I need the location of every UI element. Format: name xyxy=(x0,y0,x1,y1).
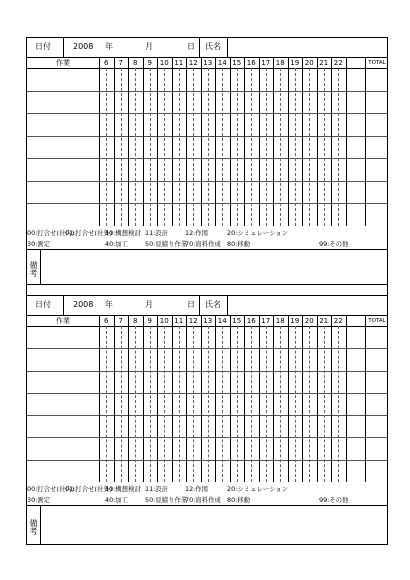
hour-header: 22 xyxy=(333,59,343,67)
header-row xyxy=(27,38,387,58)
legend-item: 80:移動 xyxy=(227,240,251,248)
hour-header: 13 xyxy=(203,317,213,325)
legend-item: 30:測定 xyxy=(27,496,51,504)
hour-header: 13 xyxy=(203,59,213,67)
month-unit: 月 xyxy=(145,42,153,51)
legend-item: 50:見積り作業 xyxy=(145,240,188,248)
hour-header: 12 xyxy=(188,317,198,325)
legend-item: 30:測定 xyxy=(27,240,51,248)
hour-header: 17 xyxy=(261,317,271,325)
day-unit: 日 xyxy=(187,42,195,51)
hour-header: 6 xyxy=(104,59,109,67)
legend-item: 00:打合せ(社内) xyxy=(27,229,75,237)
total-header: TOTAL xyxy=(368,60,386,66)
legend xyxy=(27,227,387,251)
name-label: 氏名 xyxy=(205,300,221,309)
hour-header: 16 xyxy=(246,317,256,325)
legend-item: 10:構想検討 xyxy=(105,229,141,237)
timesheet-lower xyxy=(26,295,388,545)
legend xyxy=(27,483,387,507)
hour-header: 6 xyxy=(104,317,109,325)
name-label: 氏名 xyxy=(205,42,221,51)
total-header: TOTAL xyxy=(368,318,386,324)
legend-item: 20:シミュレーション xyxy=(227,485,289,493)
legend-item: 80:移動 xyxy=(227,496,251,504)
year-value[interactable]: 2008 xyxy=(73,42,94,51)
hour-header: 15 xyxy=(232,59,242,67)
hour-header: 7 xyxy=(118,59,123,67)
hour-header: 22 xyxy=(333,317,343,325)
legend-item: 12:作図 xyxy=(185,485,209,493)
timesheet-upper xyxy=(26,37,388,285)
hour-header: 10 xyxy=(159,317,169,325)
legend-item: 10:構想検討 xyxy=(105,485,141,493)
work-header: 作業 xyxy=(56,59,70,67)
remarks-box[interactable] xyxy=(27,249,387,284)
name-field[interactable] xyxy=(229,38,387,56)
hour-header: 12 xyxy=(188,59,198,67)
hour-header: 9 xyxy=(147,59,152,67)
legend-item: 01:打合せ(社外) xyxy=(65,229,113,237)
legend-item: 99:その他 xyxy=(319,240,349,248)
hour-header: 8 xyxy=(133,59,138,67)
hour-header: 18 xyxy=(275,317,285,325)
legend-item: 11:設計 xyxy=(145,485,169,493)
hour-header: 18 xyxy=(275,59,285,67)
hour-header: 15 xyxy=(232,317,242,325)
legend-item: 01:打合せ(社外) xyxy=(65,485,113,493)
legend-item: 50:見積り作業 xyxy=(145,496,188,504)
year-value[interactable]: 2008 xyxy=(73,300,94,309)
hour-header: 8 xyxy=(133,317,138,325)
remarks-label: 備考 xyxy=(27,250,41,284)
hour-header: 7 xyxy=(118,317,123,325)
header-row xyxy=(27,296,387,316)
year-unit: 年 xyxy=(105,300,113,309)
legend-item: 40:加工 xyxy=(105,240,129,248)
hour-header: 21 xyxy=(319,59,329,67)
remarks-label: 備考 xyxy=(27,506,41,544)
hour-header: 20 xyxy=(304,59,314,67)
day-unit: 日 xyxy=(187,300,195,309)
name-field[interactable] xyxy=(229,296,387,314)
hour-header: 20 xyxy=(304,317,314,325)
hour-header: 19 xyxy=(290,59,300,67)
hour-header: 21 xyxy=(319,317,329,325)
remarks-box[interactable] xyxy=(27,505,387,544)
legend-item: 70:資料作成 xyxy=(185,496,221,504)
legend-item: 70:資料作成 xyxy=(185,240,221,248)
legend-item: 20:シミュレーション xyxy=(227,229,289,237)
year-unit: 年 xyxy=(105,42,113,51)
month-unit: 月 xyxy=(145,300,153,309)
hour-header: 10 xyxy=(159,59,169,67)
hour-header: 11 xyxy=(174,59,184,67)
work-grid xyxy=(27,58,387,226)
hour-header: 11 xyxy=(174,317,184,325)
hour-header: 17 xyxy=(261,59,271,67)
sheet-divider xyxy=(26,285,388,295)
legend-item: 12:作図 xyxy=(185,229,209,237)
date-label: 日付 xyxy=(35,300,51,309)
work-header: 作業 xyxy=(56,317,70,325)
legend-item: 11:設計 xyxy=(145,229,169,237)
legend-item: 00:打合せ(社内) xyxy=(27,485,75,493)
hour-header: 16 xyxy=(246,59,256,67)
work-grid xyxy=(27,316,387,482)
date-label: 日付 xyxy=(35,42,51,51)
legend-item: 40:加工 xyxy=(105,496,129,504)
legend-item: 99:その他 xyxy=(319,496,349,504)
hour-header: 14 xyxy=(217,59,227,67)
hour-header: 9 xyxy=(147,317,152,325)
hour-header: 19 xyxy=(290,317,300,325)
hour-header: 14 xyxy=(217,317,227,325)
